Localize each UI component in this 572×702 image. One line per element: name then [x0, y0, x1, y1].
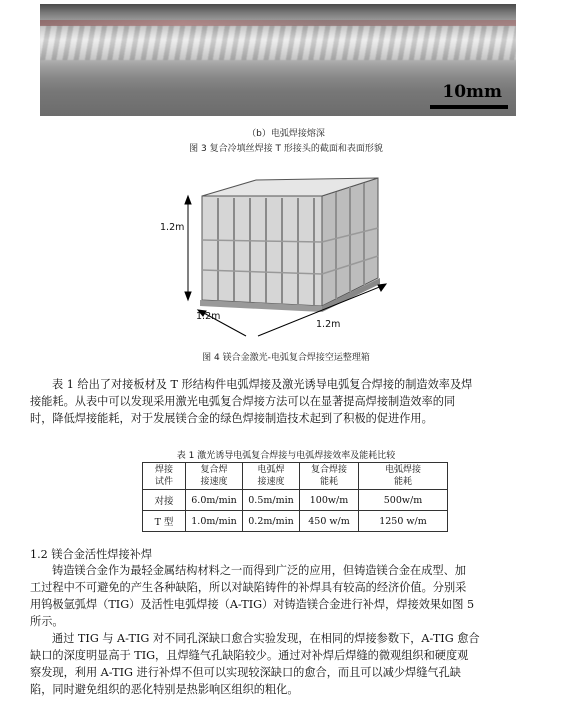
text-line: 接能耗。从表中可以发现采用激光电弧复合焊接方法可以在显著提高焊接制造效率的同: [30, 395, 456, 408]
table-row: [143, 490, 448, 511]
table-cell: 1.0m/min: [186, 511, 243, 532]
table-cell: 100w/m: [300, 490, 359, 511]
table-cell: T 型: [143, 511, 186, 532]
scale-bar: [430, 105, 508, 109]
dim-width-label: 1.2m: [316, 319, 341, 330]
header-arc-speed: 电弧焊 接速度: [243, 463, 300, 490]
text-line: 表 1 给出了对接板材及 T 形结构件电弧焊接及激光诱导电弧复合焊接的制造效率及焊: [52, 378, 473, 391]
text-line: 工过程中不可避免的产生各种缺陷，所以对缺陷铸件的补焊具有较高的经济价值。分别采: [30, 581, 467, 594]
header-arc-energy: 电弧焊接 能耗: [359, 463, 448, 490]
text-line: 通过 TIG 与 A-TIG 对不同孔深缺口愈合实验发现，在相同的焊接参数下，A-TIG 愈合: [52, 632, 480, 645]
dim-depth-label: 1.2m: [196, 311, 221, 322]
weld-bead: [40, 26, 516, 60]
scale-label: 10mm: [442, 82, 502, 102]
text-line: 用钨极氩弧焊（TIG）及活性电弧焊接（A-TIG）对铸造镁合金进行补焊，焊接效果如图 5: [30, 598, 475, 611]
section-heading: 1.2 镁合金活性焊接补焊: [30, 548, 153, 561]
table-header-row: [143, 463, 448, 490]
text-line: 铸造镁合金作为最轻金属结构材料之一而得到广泛的应用，但铸造镁合金在成型、加: [52, 564, 466, 577]
weld-photo: [40, 4, 516, 116]
figure3-subcaption: （b）电弧焊接熔深: [247, 129, 325, 139]
paragraph-table-intro: [30, 376, 542, 427]
table1-title: 表 1 激光诱导电弧复合焊接与电弧焊接效率及能耗比较: [176, 451, 396, 461]
figure4-caption: 图 4 镁合金激光-电弧复合焊接空运整理箱: [202, 353, 370, 363]
text-line: 陷，同时避免组织的恶化特别是热影响区组织的粗化。: [30, 683, 299, 696]
table-cell: 对接: [143, 490, 186, 511]
table-cell: 6.0m/min: [186, 490, 243, 511]
figure3-caption: 图 3 复合冷填丝焊接 T 形接头的截面和表面形貌: [189, 144, 383, 154]
table-row: [143, 511, 448, 532]
text-line: 时，降低焊接能耗，对于发展镁合金的绿色焊接制造技术起到了积极的促进作用。: [30, 412, 433, 425]
header-specimen: 焊接 试件: [143, 463, 186, 490]
table-cell: 0.2m/min: [243, 511, 300, 532]
table-cell: 0.5m/min: [243, 490, 300, 511]
transport-box-figure: [150, 170, 430, 340]
table-cell: 1250 w/m: [359, 511, 448, 532]
section-paragraph-2: [30, 630, 542, 698]
section-paragraph-1: [30, 562, 542, 630]
header-hybrid-speed: 复合焊 接速度: [186, 463, 243, 490]
efficiency-table: [142, 462, 448, 532]
text-line: 察发现，利用 A-TIG 进行补焊不但可以实现较深缺口的愈合，而且可以减少焊缝气孔缺: [30, 666, 461, 679]
text-line: 缺口的深度明显高于 TIG，且焊缝气孔缺陷较少。通过对补焊后焊缝的微观组织和硬度观: [30, 649, 469, 662]
dim-height-label: 1.2m: [160, 222, 185, 233]
header-hybrid-energy: 复合焊接 能耗: [300, 463, 359, 490]
table-cell: 450 w/m: [300, 511, 359, 532]
box-front-face: [202, 196, 322, 306]
table-cell: 500w/m: [359, 490, 448, 511]
text-line: 所示。: [30, 615, 64, 628]
height-dimension-arrow: [185, 196, 191, 300]
